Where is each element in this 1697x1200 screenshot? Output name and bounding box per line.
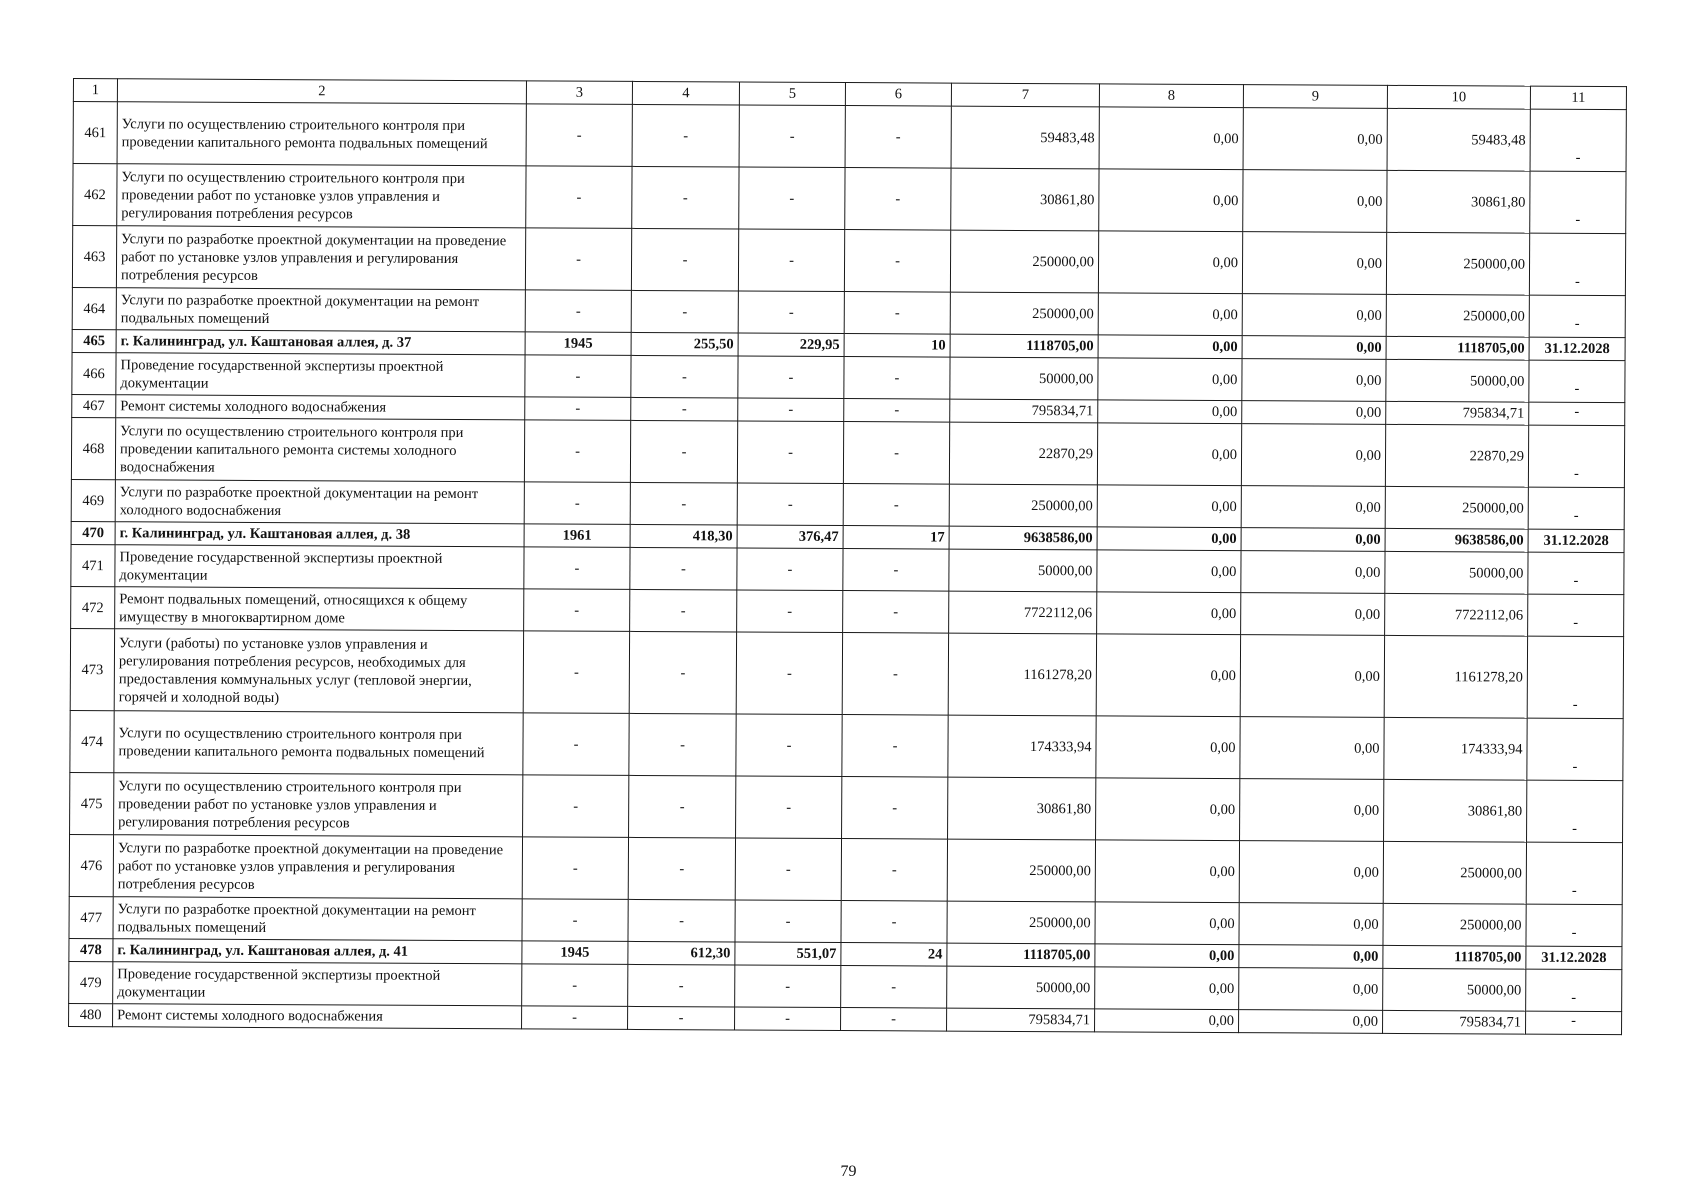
col-8-value: 0,00 — [1097, 592, 1241, 635]
col-9-value: 0,00 — [1242, 359, 1386, 402]
col-5-area: - — [737, 483, 843, 526]
header-cell: 10 — [1387, 85, 1530, 109]
col-3-year: - — [524, 589, 630, 632]
col-10-value: 250000,00 — [1386, 294, 1529, 337]
work-description: Услуги по осуществлению строительного контроля при проведении капитального ремонта системы холодного водоснабжения — [115, 418, 524, 482]
header-cell: 2 — [117, 79, 526, 104]
col-8-value: 0,00 — [1095, 840, 1239, 903]
col-8-value: 0,00 — [1099, 107, 1243, 170]
header-cell: 1 — [73, 79, 117, 102]
table-row — [70, 772, 1623, 842]
col-10-value: 59483,48 — [1387, 108, 1530, 171]
col-6-count: - — [842, 633, 948, 716]
col-5-area: - — [739, 105, 845, 168]
work-description: Услуги по разработке проектной документации на проведение работ по установке узлов управления и регулирования потребления ресурсов — [113, 835, 522, 899]
col-10-value: 30861,80 — [1387, 170, 1530, 233]
col-5-area: - — [735, 838, 841, 901]
row-number: 480 — [69, 1003, 113, 1026]
row-number: 475 — [70, 772, 114, 834]
row-number: 470 — [71, 521, 115, 544]
col-3-year: - — [522, 1006, 628, 1030]
work-description: г. Калининград, ул. Каштановая аллея, д. 37 — [116, 330, 525, 355]
header-cell: 8 — [1099, 84, 1243, 108]
col-4-area: 255,50 — [631, 332, 738, 356]
col-9-value: 0,00 — [1240, 635, 1384, 718]
col-5-area: - — [739, 167, 845, 230]
col-3-year: - — [524, 482, 630, 525]
col-9-value: 0,00 — [1240, 717, 1384, 780]
row-number: 477 — [69, 896, 113, 938]
row-number: 468 — [71, 417, 115, 479]
col-8-value: 0,00 — [1095, 967, 1239, 1010]
header-cell: 11 — [1530, 86, 1626, 110]
col-3-year: 1945 — [525, 332, 631, 356]
col-10-value: 250000,00 — [1386, 232, 1529, 295]
col-3-year: - — [526, 104, 632, 167]
col-3-year: 1961 — [524, 524, 630, 548]
col-8-value: 0,00 — [1098, 335, 1242, 359]
col-9-value: 0,00 — [1243, 170, 1387, 233]
col-11-date: - — [1530, 171, 1626, 234]
row-number: 474 — [70, 710, 114, 772]
table-row — [73, 102, 1626, 172]
col-8-value: 0,00 — [1097, 550, 1241, 593]
col-3-year: - — [522, 964, 628, 1007]
col-5-area: - — [736, 632, 842, 715]
col-3-year: - — [526, 166, 632, 229]
col-7-total: 1161278,20 — [948, 633, 1096, 716]
col-10-value: 250000,00 — [1383, 903, 1526, 946]
col-11-date: - — [1528, 594, 1624, 637]
work-description: г. Калининград, ул. Каштановая аллея, д. 38 — [115, 522, 524, 547]
col-6-count: - — [841, 1008, 947, 1032]
col-5-area: - — [737, 421, 843, 484]
col-11-date: - — [1529, 233, 1625, 296]
col-8-value: 0,00 — [1096, 634, 1240, 717]
col-7-total: 1118705,00 — [947, 943, 1095, 967]
row-number: 478 — [69, 938, 113, 961]
col-7-total: 30861,80 — [948, 777, 1096, 840]
row-number: 476 — [69, 834, 113, 896]
col-8-value: 0,00 — [1095, 902, 1239, 945]
col-9-value: 0,00 — [1239, 841, 1383, 904]
col-11-date: 31.12.2028 — [1528, 529, 1624, 553]
row-number: 466 — [72, 352, 116, 394]
col-8-value: 0,00 — [1097, 527, 1241, 551]
table-row — [71, 417, 1624, 487]
col-7-total: 250000,00 — [949, 484, 1097, 527]
col-6-count: - — [841, 966, 947, 1009]
col-5-area: 376,47 — [737, 525, 843, 549]
col-7-total: 795834,71 — [950, 399, 1098, 423]
col-7-total: 59483,48 — [951, 106, 1099, 169]
col-4-area: - — [631, 397, 738, 421]
col-9-value: 0,00 — [1242, 401, 1386, 425]
document-sheet — [68, 78, 1626, 1035]
col-7-total: 250000,00 — [950, 292, 1098, 335]
col-4-area: - — [630, 589, 737, 632]
col-6-count: - — [841, 839, 947, 902]
col-4-area: - — [631, 355, 738, 398]
col-7-total: 22870,29 — [949, 422, 1097, 485]
col-10-value: 50000,00 — [1383, 968, 1526, 1011]
col-7-total: 250000,00 — [947, 901, 1095, 944]
col-6-count: 10 — [844, 334, 950, 358]
table-body — [69, 79, 1627, 1035]
row-number: 467 — [72, 394, 116, 417]
col-4-area: - — [630, 547, 737, 590]
col-6-count: - — [844, 230, 950, 293]
row-number: 461 — [73, 102, 117, 164]
col-4-area: - — [629, 631, 736, 714]
col-11-date: - — [1526, 1011, 1622, 1035]
col-3-year: - — [525, 228, 631, 291]
col-4-area: - — [629, 775, 736, 838]
col-7-total: 50000,00 — [950, 357, 1098, 400]
col-8-value: 0,00 — [1096, 778, 1240, 841]
col-6-count: - — [845, 168, 951, 231]
work-description: Проведение государственной экспертизы проектной документации — [113, 962, 522, 1006]
col-11-date: - — [1529, 402, 1625, 426]
table-row — [70, 710, 1623, 780]
col-8-value: 0,00 — [1096, 716, 1240, 779]
col-10-value: 250000,00 — [1385, 486, 1528, 529]
col-4-area: - — [632, 104, 739, 167]
col-5-area: - — [737, 590, 843, 633]
work-description: Услуги по разработке проектной документации на ремонт подвальных помещений — [113, 897, 522, 941]
col-8-value: 0,00 — [1098, 293, 1242, 336]
col-3-year: - — [523, 775, 629, 838]
col-4-area: - — [629, 713, 736, 776]
col-5-area: - — [736, 776, 842, 839]
col-8-value: 0,00 — [1097, 485, 1241, 528]
col-5-area: - — [738, 229, 844, 292]
row-number: 464 — [72, 287, 116, 329]
work-description: Услуги (работы) по установке узлов управления и регулирования потребления ресурсов, необходимых для предоставления коммунальных услуг (тепловой энергии, горячей и холодной воды) — [114, 629, 523, 713]
col-6-count: - — [844, 357, 950, 400]
header-cell: 5 — [739, 82, 845, 106]
work-description: Услуги по осуществлению строительного контроля при проведении работ по установке узлов управления и регулирования потребления ресурсов — [117, 164, 526, 228]
col-6-count: - — [844, 399, 950, 423]
col-7-total: 50000,00 — [949, 549, 1097, 592]
col-11-date: - — [1526, 842, 1622, 905]
col-6-count: - — [845, 106, 951, 169]
page-number: 79 — [840, 1163, 857, 1180]
col-6-count: - — [844, 292, 950, 335]
work-description: Проведение государственной экспертизы проектной документации — [116, 353, 525, 397]
col-11-date: 31.12.2028 — [1526, 946, 1622, 970]
col-10-value: 9638586,00 — [1385, 528, 1528, 552]
col-6-count: - — [842, 715, 948, 778]
col-9-value: 0,00 — [1239, 903, 1383, 946]
col-11-date: - — [1529, 295, 1625, 338]
col-5-area: - — [735, 965, 841, 1008]
work-description: Проведение государственной экспертизы проектной документации — [115, 545, 524, 589]
work-description: Ремонт системы холодного водоснабжения — [113, 1004, 522, 1029]
col-10-value: 250000,00 — [1383, 841, 1526, 904]
col-10-value: 22870,29 — [1385, 424, 1528, 487]
col-3-year: - — [522, 899, 628, 942]
col-3-year: - — [523, 713, 629, 776]
work-description: Ремонт подвальных помещений, относящихся к общему имуществу в многоквартирном доме — [115, 587, 524, 631]
work-description: г. Калининград, ул. Каштановая аллея, д. 41 — [113, 939, 522, 964]
col-8-value: 0,00 — [1099, 169, 1243, 232]
row-number: 472 — [71, 586, 115, 628]
col-7-total: 250000,00 — [950, 230, 1098, 293]
col-11-date: - — [1527, 718, 1623, 781]
col-3-year: - — [525, 355, 631, 398]
col-10-value: 795834,71 — [1386, 401, 1529, 425]
col-10-value: 50000,00 — [1385, 551, 1528, 594]
col-11-date: 31.12.2028 — [1529, 337, 1625, 361]
header-cell: 9 — [1243, 85, 1387, 109]
col-7-total: 1118705,00 — [950, 334, 1098, 358]
col-10-value: 1161278,20 — [1384, 635, 1527, 718]
col-11-date: - — [1528, 487, 1624, 530]
col-10-value: 1118705,00 — [1386, 336, 1529, 360]
row-number: 473 — [70, 628, 114, 710]
table-row — [73, 164, 1626, 234]
table-row — [69, 834, 1622, 904]
header-cell: 6 — [845, 83, 951, 107]
row-number: 463 — [72, 226, 116, 288]
col-9-value: 0,00 — [1239, 1010, 1383, 1034]
col-5-area: 229,95 — [738, 333, 844, 357]
col-7-total: 30861,80 — [951, 168, 1099, 231]
col-5-area: - — [737, 548, 843, 591]
col-8-value: 0,00 — [1098, 400, 1242, 424]
col-5-area: - — [735, 1007, 841, 1031]
col-4-area: - — [631, 228, 738, 291]
col-9-value: 0,00 — [1239, 945, 1383, 969]
col-4-area: 612,30 — [628, 941, 735, 965]
col-9-value: 0,00 — [1242, 336, 1386, 360]
col-4-area: - — [631, 290, 738, 333]
col-11-date: - — [1526, 969, 1622, 1012]
work-description: Услуги по разработке проектной документации на проведение работ по установке узлов управления и регулирования потребления ресурсов — [116, 226, 525, 290]
col-5-area: - — [738, 356, 844, 399]
col-5-area: - — [738, 291, 844, 334]
col-4-area: - — [630, 420, 737, 483]
col-3-year: 1945 — [522, 941, 628, 965]
col-10-value: 30861,80 — [1384, 779, 1527, 842]
col-9-value: 0,00 — [1241, 551, 1385, 594]
col-10-value: 174333,94 — [1384, 717, 1527, 780]
col-8-value: 0,00 — [1095, 944, 1239, 968]
header-cell: 4 — [632, 81, 739, 105]
col-7-total: 174333,94 — [948, 715, 1096, 778]
work-description: Услуги по осуществлению строительного контроля при проведении капитального ремонта подвальных помещений — [114, 711, 523, 775]
col-11-date: - — [1526, 904, 1622, 947]
col-11-date: - — [1530, 109, 1626, 172]
work-description: Услуги по разработке проектной документации на ремонт подвальных помещений — [116, 288, 525, 332]
col-9-value: 0,00 — [1241, 424, 1385, 487]
col-9-value: 0,00 — [1242, 232, 1386, 295]
header-cell: 7 — [951, 83, 1099, 107]
col-10-value: 7722112,06 — [1385, 593, 1528, 636]
col-3-year: - — [524, 420, 630, 483]
col-10-value: 50000,00 — [1386, 359, 1529, 402]
col-3-year: - — [525, 290, 631, 333]
col-9-value: 0,00 — [1241, 528, 1385, 552]
col-3-year: - — [522, 837, 628, 900]
row-number: 471 — [71, 544, 115, 586]
col-5-area: - — [736, 714, 842, 777]
col-11-date: - — [1527, 780, 1623, 843]
col-4-area: - — [628, 837, 735, 900]
col-4-area: - — [628, 899, 735, 942]
table-row — [70, 628, 1623, 718]
col-6-count: 24 — [841, 943, 947, 967]
col-5-area: 551,07 — [735, 942, 841, 966]
col-6-count: - — [842, 777, 948, 840]
col-7-total: 7722112,06 — [949, 591, 1097, 634]
col-9-value: 0,00 — [1242, 294, 1386, 337]
col-4-area: - — [628, 964, 735, 1007]
col-6-count: 17 — [843, 526, 949, 550]
row-number: 462 — [73, 164, 117, 226]
col-4-area: 418,30 — [630, 524, 737, 548]
col-3-year: - — [525, 397, 631, 421]
col-10-value: 795834,71 — [1383, 1010, 1526, 1034]
col-7-total: 50000,00 — [947, 966, 1095, 1009]
col-11-date: - — [1528, 552, 1624, 595]
col-4-area: - — [630, 482, 737, 525]
col-9-value: 0,00 — [1243, 108, 1387, 171]
work-description: Услуги по осуществлению строительного контроля при проведении капитального ремонта подвальных помещений — [117, 102, 526, 166]
col-3-year: - — [523, 631, 629, 714]
col-6-count: - — [843, 422, 949, 485]
col-8-value: 0,00 — [1095, 1009, 1239, 1033]
col-7-total: 9638586,00 — [949, 526, 1097, 550]
row-number: 465 — [72, 329, 116, 352]
col-6-count: - — [843, 484, 949, 527]
col-4-area: - — [628, 1006, 735, 1030]
col-8-value: 0,00 — [1097, 423, 1241, 486]
work-description: Услуги по разработке проектной документации на ремонт холодного водоснабжения — [115, 480, 524, 524]
col-7-total: 250000,00 — [947, 839, 1095, 902]
col-8-value: 0,00 — [1098, 231, 1242, 294]
col-6-count: - — [843, 549, 949, 592]
work-description: Услуги по осуществлению строительного контроля при проведении работ по установке узлов управления и регулирования потребления ресурсов — [114, 773, 523, 837]
col-11-date: - — [1529, 360, 1625, 403]
col-9-value: 0,00 — [1241, 593, 1385, 636]
work-description: Ремонт системы холодного водоснабжения — [116, 395, 525, 420]
col-9-value: 0,00 — [1239, 968, 1383, 1011]
col-11-date: - — [1528, 425, 1624, 488]
col-3-year: - — [524, 547, 630, 590]
col-4-area: - — [632, 166, 739, 229]
col-10-value: 1118705,00 — [1383, 945, 1526, 969]
col-7-total: 795834,71 — [947, 1008, 1095, 1032]
col-8-value: 0,00 — [1098, 358, 1242, 401]
col-6-count: - — [841, 901, 947, 944]
col-11-date: - — [1527, 636, 1623, 719]
row-number: 469 — [71, 479, 115, 521]
capital-repair-table — [68, 78, 1627, 1035]
col-5-area: - — [738, 398, 844, 422]
col-9-value: 0,00 — [1240, 779, 1384, 842]
col-9-value: 0,00 — [1241, 486, 1385, 529]
row-number: 479 — [69, 961, 113, 1003]
col-5-area: - — [735, 900, 841, 943]
col-6-count: - — [843, 591, 949, 634]
header-cell: 3 — [526, 81, 632, 105]
table-row — [72, 226, 1625, 296]
